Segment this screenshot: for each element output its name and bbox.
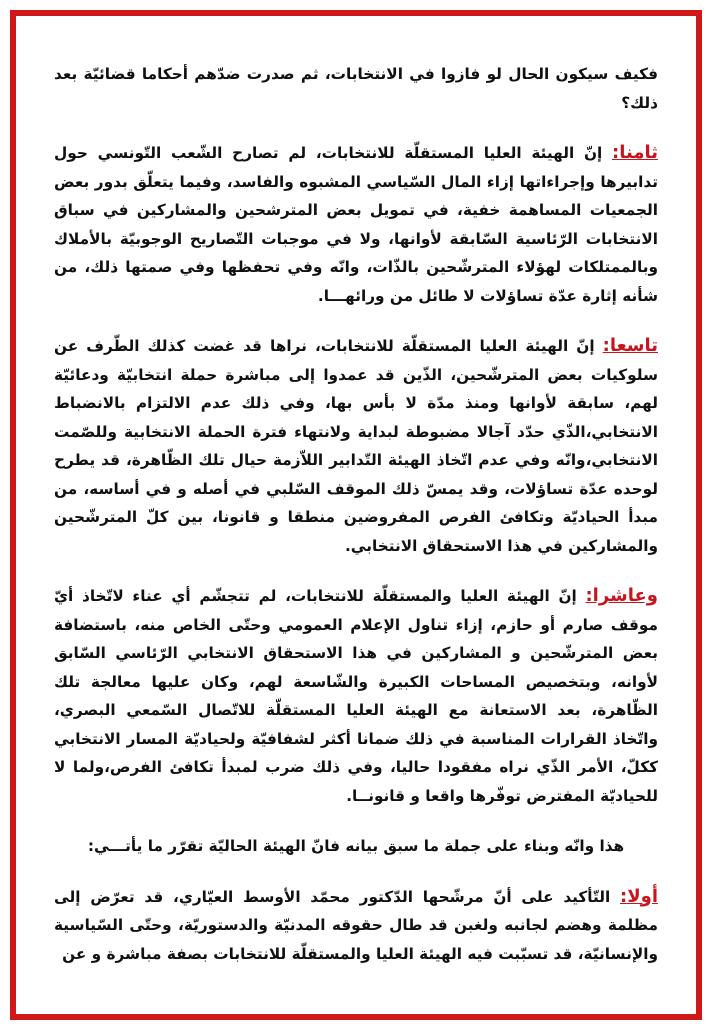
transition-line: هذا وانّه وبناء على جملة ما سبق بيانه فانّ الهيئة الحاليّة تقرّر ما يأتـــي: — [87, 837, 625, 855]
section-text: إنّ الهيئة العليا المستقلّة للانتخابات، لم تصارح الشّعب التّونسي حول تدابيرها وإجراءاتها إزاء المال السّياسي المشبوه والفاسد، وفيما يتعلّق بدور بعض الجمعيات المساهمة خفية، في تمويل بعض المترشحين والمشاركين في سباق الانتخابات الرّئاسية السّابقة لأوانها، ولا في موجبات التّصاريح الوجوبيّة بالأملاك وبالممتلكات لهؤلاء المترشّحين بالذّات، وانّه وفي تحفظها وفي صمتها ذلك، من شأنه إثارة عدّة تساؤلات لا طائل من ورائهـــا. — [54, 144, 658, 305]
decision-heading: أولا: — [620, 885, 658, 907]
section-heading: ثامنا: — [612, 142, 658, 163]
decision-first — [54, 883, 658, 969]
section-text: إنّ الهيئة العليا والمستقلّة للانتخابات، لم تتجشّم أي عناء لاتّخاذ أيّ موقف صارم أو حازم، إزاء تناول الإعلام العمومي وحتّى الخاص منه، باستضافة بعض المترشّحين و المشاركين في هذا الاستحقاق الانتخابي الرّئاسي السّابق لأوانه، وبتخصيص المساحات الكبيرة والشّاسعة لهم، وكان عليها معالجة تلك الظّاهرة، بعد الاستعانة مع الهيئة العليا المستقلّة للاتّصال السّمعي البصري، واتّخاذ القرارات المناسبة في ذلك ضمانا أكثر لشفافيّة ولحياديّة المسار الانتخابي ككلّ، الأمر الذّي نراه مفقودا حاليا، وفي ذلك ضرب لمبدأ تكافئ الفرص،ولما لا للحياديّة المفترض توفّرها واقعا و قانونــا. — [54, 587, 658, 805]
page-frame — [10, 10, 702, 1020]
decision-text: التّأكيد على أنّ مرشّحها الدّكتور محمّد الأوسط العيّاري، قد تعرّض إلى مظلمة وهضم لجانبه ولغبن قد طال حقوقه المدنيّة والدستوريّة، وحتّى السّياسية والإنسانيّة، قد تسبّبت فيه الهيئة العليا والمستقلّة للانتخابات بصفة مباشرة و عن — [54, 887, 658, 963]
intro-paragraph: فكيف سيكون الحال لو فازوا في الانتخابات، ثم صدرت ضدّهم أحكاما قضائيّة بعد ذلك؟ — [54, 65, 658, 112]
section-text: إنّ الهيئة العليا المستقلّة للانتخابات، نراها قد غضت كذلك الطّرف عن سلوكيات بعض المترشّحين، الذّين قد عمدوا إلى مباشرة حملة انتخابيّة ودعائيّة لهم، سابقة لأوانها ومنذ مدّة لا بأس بها، وفي ذلك عدم الالتزام بالانضباط الانتخابي،الذّي حدّد آجالا مضبوطة لبداية ولانتهاء فترة الحملة الانتخابية وللصّمت الانتخابي،وانّه وفي عدم اتّخاذ الهيئة التّدابير اللاّزمة حيال تلك الظّاهرة، قد يطرح لوحده عدّة تساؤلات، وقد يمسّ ذلك الموقف السّلبي في أصله و في أساسه، من مبدأ الحياديّة وتكافئ الفرص المفروضين منطقا و قانونا، بين كلّ المترشّحين والمشاركين في هذا الاستحقاق الانتخابي. — [54, 337, 658, 555]
document-body — [54, 60, 658, 968]
section-tenth — [54, 582, 658, 810]
section-eighth — [54, 139, 658, 310]
section-ninth — [54, 332, 658, 560]
section-heading: تاسعا: — [602, 335, 658, 356]
section-heading: وعاشرا: — [585, 585, 658, 606]
